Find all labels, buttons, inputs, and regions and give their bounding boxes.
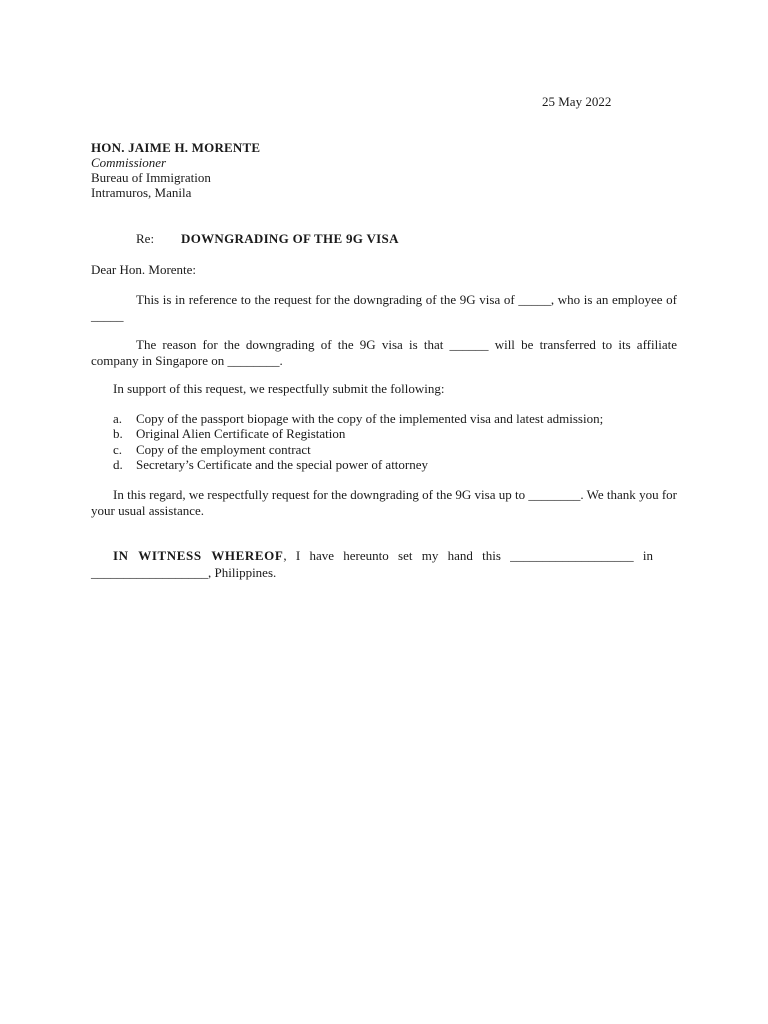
- re-label: Re:: [136, 231, 155, 246]
- list-marker: c.: [113, 441, 123, 457]
- paragraph-reference: This is in reference to the request for the downgrading of the 9G visa of _____, who is an employee of _____: [91, 292, 677, 323]
- addressee-office: Bureau of Immigration: [91, 170, 211, 185]
- paragraph-witness: [91, 547, 653, 581]
- subject-line: DOWNGRADING OF THE 9G VISA: [181, 231, 399, 246]
- requirements-list: [113, 411, 603, 472]
- list-marker: d.: [113, 456, 123, 472]
- letter-date: 25 May 2022: [542, 94, 612, 109]
- paragraph-reason: The reason for the downgrading of the 9G visa is that ______ will be transferred to its affiliate company in Singapore on ________.: [91, 337, 677, 368]
- addressee-name: HON. JAIME H. MORENTE: [91, 140, 261, 155]
- addressee-title: Commissioner: [91, 155, 167, 170]
- list-item: [113, 442, 603, 457]
- list-item-text: Copy of the employment contract: [136, 441, 311, 457]
- list-item: [113, 426, 603, 441]
- addressee-location: Intramuros, Manila: [91, 185, 192, 200]
- list-marker: a.: [113, 411, 123, 426]
- list-item-text: Original Alien Certificate of Registation: [136, 426, 346, 442]
- list-item: [113, 457, 603, 472]
- list-item: [113, 411, 603, 426]
- list-item-text: Secretary’s Certificate and the special power of attorney: [136, 456, 429, 472]
- support-intro: In support of this request, we respectfully submit the following:: [113, 381, 445, 396]
- salutation: Dear Hon. Morente:: [91, 262, 197, 277]
- witness-lead: IN WITNESS WHEREOF: [113, 548, 284, 563]
- list-marker: b.: [113, 426, 123, 442]
- list-item-text: Copy of the passport biopage with the copy of the implemented visa and latest admission;: [136, 411, 604, 426]
- witness-text: , I have hereunto set my hand this ___________________ in __________________, Philippines.: [91, 548, 653, 580]
- paragraph-request: In this regard, we respectfully request for the downgrading of the 9G visa up to ________. We thank you for your usual assistance.: [91, 487, 677, 518]
